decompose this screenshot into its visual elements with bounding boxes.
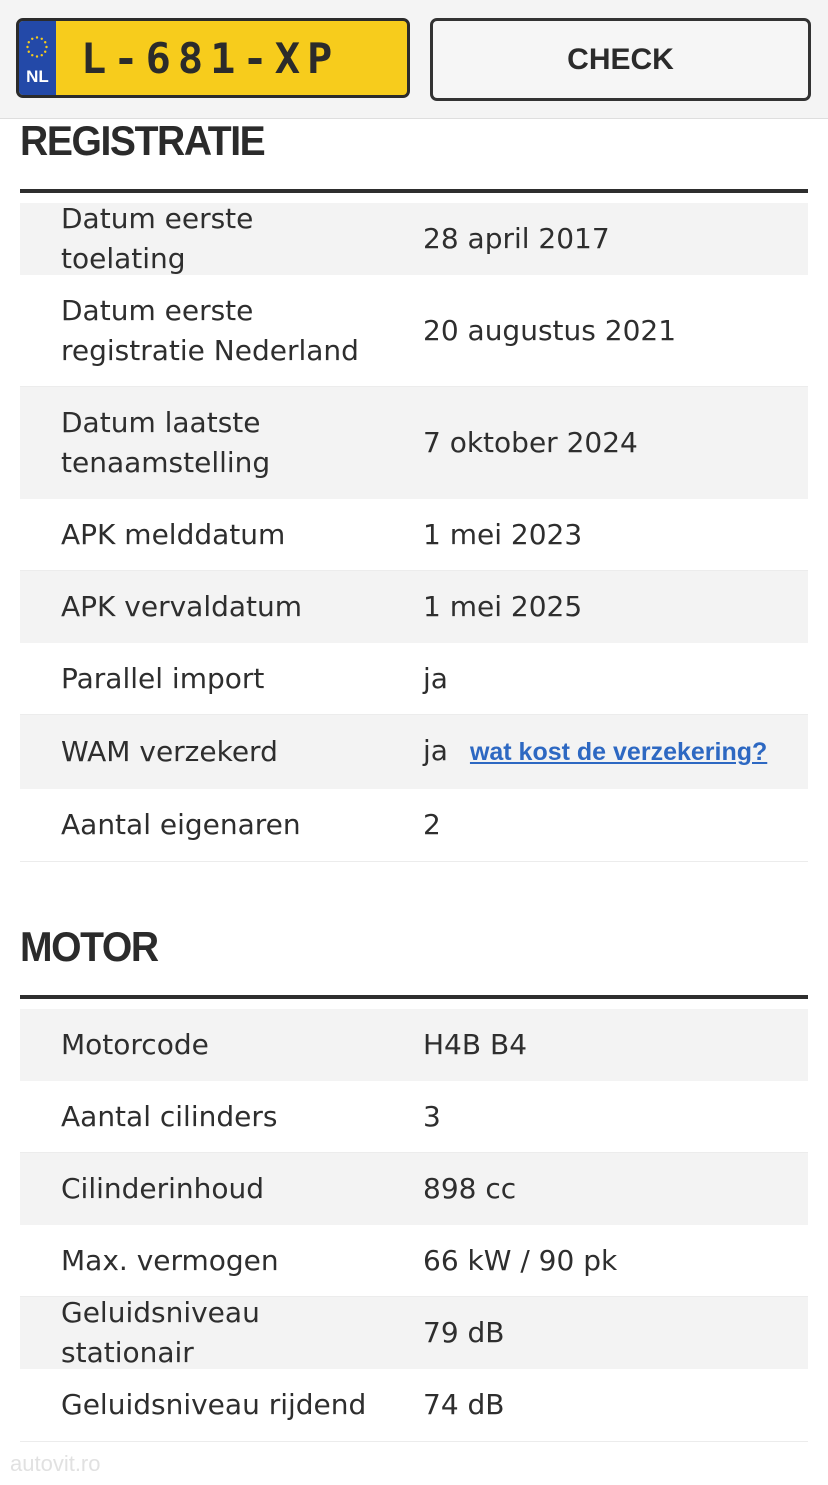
row-value: 7 oktober 2024 <box>423 425 638 459</box>
row-value-with-link <box>382 731 808 772</box>
table-row <box>20 643 808 715</box>
row-label: Datum eerste registratie Nederland <box>61 293 359 367</box>
row-label: Max. vermogen <box>61 1243 279 1277</box>
row-value: 28 april 2017 <box>423 221 610 255</box>
row-label: Datum eerste toelating <box>61 201 254 275</box>
row-value: 1 mei 2023 <box>423 517 583 551</box>
table-row <box>20 203 808 275</box>
table-row <box>20 789 808 862</box>
search-header <box>0 0 828 119</box>
table-row <box>20 1153 808 1225</box>
row-label: Cilinderinhoud <box>61 1171 265 1205</box>
row-value: 66 kW / 90 pk <box>423 1243 618 1277</box>
row-label: Aantal cilinders <box>61 1099 278 1133</box>
table-row <box>20 1297 808 1369</box>
row-value: H4B B4 <box>423 1027 528 1061</box>
eu-stars-icon <box>25 35 49 59</box>
license-plate-display[interactable] <box>16 18 410 98</box>
row-value: ja <box>423 661 448 695</box>
row-label: Parallel import <box>61 661 265 695</box>
eu-band <box>19 21 56 95</box>
plate-number: L-681-XP <box>81 34 340 83</box>
section-title-motor: MOTOR <box>20 923 158 970</box>
insurance-cost-link[interactable]: wat kost de verzekering? <box>469 738 768 766</box>
row-label: Datum laatste tenaamstelling <box>61 405 271 479</box>
row-label: Motorcode <box>61 1027 209 1061</box>
registratie-table <box>20 203 808 862</box>
row-label: Geluidsniveau stationair <box>61 1295 260 1369</box>
watermark: autovit.ro <box>10 1451 101 1476</box>
row-label: APK vervaldatum <box>61 589 303 623</box>
table-row <box>20 1081 808 1153</box>
row-value: 20 augustus 2021 <box>423 313 677 347</box>
section-divider-motor <box>20 995 808 999</box>
row-value: ja <box>423 734 448 767</box>
table-row <box>20 1009 808 1081</box>
motor-table <box>20 1009 808 1442</box>
table-row <box>20 499 808 571</box>
table-row <box>20 387 808 499</box>
row-value: 1 mei 2025 <box>423 589 583 623</box>
table-row <box>20 275 808 387</box>
table-row <box>20 1369 808 1442</box>
table-row <box>20 1225 808 1297</box>
check-button[interactable]: CHECK <box>430 18 811 101</box>
row-label: APK melddatum <box>61 517 286 551</box>
section-title-registratie: REGISTRATIE <box>20 117 265 164</box>
row-label: Geluidsniveau rijdend <box>61 1388 367 1421</box>
row-value: 898 cc <box>423 1171 517 1205</box>
row-label: WAM verzekerd <box>61 734 278 768</box>
section-divider-registratie <box>20 189 808 193</box>
plate-country-code: NL <box>26 67 49 86</box>
row-label: Aantal eigenaren <box>61 808 301 841</box>
row-value: 2 <box>423 808 441 841</box>
table-row <box>20 571 808 643</box>
row-value: 3 <box>423 1099 441 1133</box>
row-value: 74 dB <box>423 1388 505 1421</box>
table-row <box>20 715 808 789</box>
row-value: 79 dB <box>423 1315 505 1349</box>
